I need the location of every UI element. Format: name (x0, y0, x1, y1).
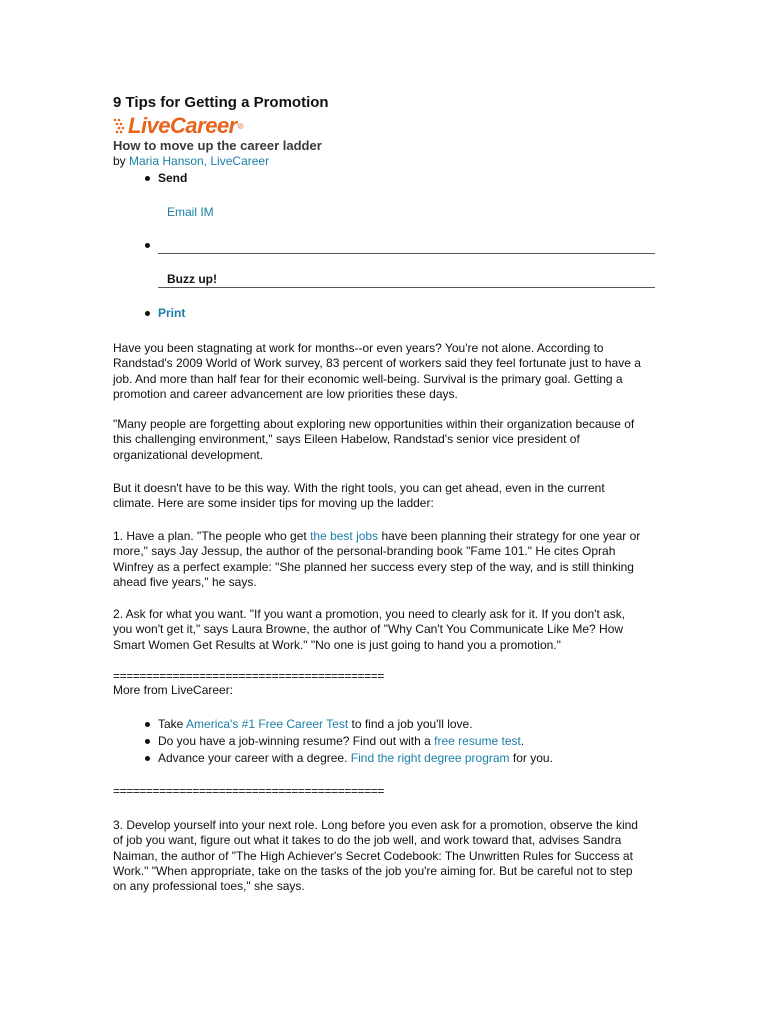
bullet-icon (145, 243, 150, 248)
bullet-icon (145, 739, 150, 744)
logo-dots-icon (113, 116, 127, 136)
list-item (113, 716, 655, 733)
paragraph-quote: "Many people are forgetting about exploring new opportunities within their organization because of this challenging environment," says Eileen Habelow, Randstad's senior vice president of organizational development. (113, 417, 635, 462)
article-title: 9 Tips for Getting a Promotion (113, 94, 329, 111)
list-item-text: Advance your career with a degree. (158, 751, 351, 765)
email-im-link[interactable]: Email IM (167, 205, 214, 219)
print-link[interactable]: Print (158, 306, 186, 320)
more-links-list (113, 716, 655, 767)
best-jobs-link[interactable]: the best jobs (310, 529, 379, 543)
paragraph-tip-3: 3. Develop yourself into your next role. Long before you even ask for a promotion, observe the kind of job you want, figure out what it takes to do the job well, and work toward that, advises Sandra Naiman, the author of "The High Achiever's Secret Codebook: The Unwritten Rules for Success at Work." "When appropriate, take on the tasks of the job you're aiming for. But be careful not to step on any professional toes," she says. (113, 818, 638, 894)
list-item-text: Do you have a job-winning resume? Find out with a (158, 734, 435, 748)
byline (113, 154, 269, 168)
paragraph-tip-2: 2. Ask for what you want. "If you want a promotion, you need to clearly ask for it. If you don't ask, you won't get it," says Laura Browne, the author of "Why Can't You Communicate Like Me? How Smart Women Get Results at Work." "No one is just going to hand you a promotion." (113, 607, 626, 652)
share-send-label: Send (158, 171, 188, 185)
text-divider: ========================================= (113, 669, 384, 683)
bullet-icon (145, 756, 150, 761)
livecareer-logo[interactable] (113, 113, 244, 139)
list-item-text: for you. (509, 751, 553, 765)
career-test-link[interactable]: America's #1 Free Career Test (186, 717, 349, 731)
list-item-text: . (520, 734, 525, 748)
list-item-text: Take (158, 717, 187, 731)
share-divider (158, 287, 655, 288)
resume-test-link[interactable]: free resume test (434, 734, 521, 748)
bullet-icon (145, 176, 150, 181)
list-item-text: to find a job you'll love. (348, 717, 473, 731)
tip-1-text-start: 1. Have a plan. "The people who get (113, 529, 311, 543)
author-link[interactable]: Maria Hanson, LiveCareer (129, 154, 270, 168)
text-divider: ========================================= (113, 784, 384, 798)
logo-text: LiveCareer (128, 113, 237, 138)
paragraph-tip-1 (113, 529, 643, 590)
bullet-icon (145, 722, 150, 727)
degree-program-link[interactable]: Find the right degree program (350, 751, 510, 765)
paragraph-insider-tips: But it doesn't have to be this way. With the right tools, you can get ahead, even in the current climate. Here are some insider tips for moving up the ladder: (113, 481, 605, 511)
buzz-up-button[interactable]: Buzz up! (167, 272, 217, 286)
bullet-icon (145, 311, 150, 316)
more-from-heading: More from LiveCareer: (113, 683, 234, 697)
list-item (113, 750, 655, 767)
list-item (113, 733, 655, 750)
byline-prefix: by (113, 154, 130, 168)
paragraph-intro: Have you been stagnating at work for months--or even years? You're not alone. According to Randstad's 2009 World of Work survey, 83 percent of workers said they feel fortunate just to have a job. And more than half fear for their economic well-being. Survival is the primary goal. Getting a promotion and career advancement are low priorities these days. (113, 341, 641, 401)
share-divider (158, 253, 655, 254)
tip-1-text-end: have been planning their strategy for one year or more," says Jay Jessup, the author of the personal-branding book "Fame 101." He cites Oprah Winfrey as a perfect example: "She planned her success every step of the way, and is still thinking ahead five years," he says. (113, 529, 641, 589)
article-subtitle: How to move up the career ladder (113, 138, 322, 153)
logo-registered-mark: ® (237, 121, 244, 131)
